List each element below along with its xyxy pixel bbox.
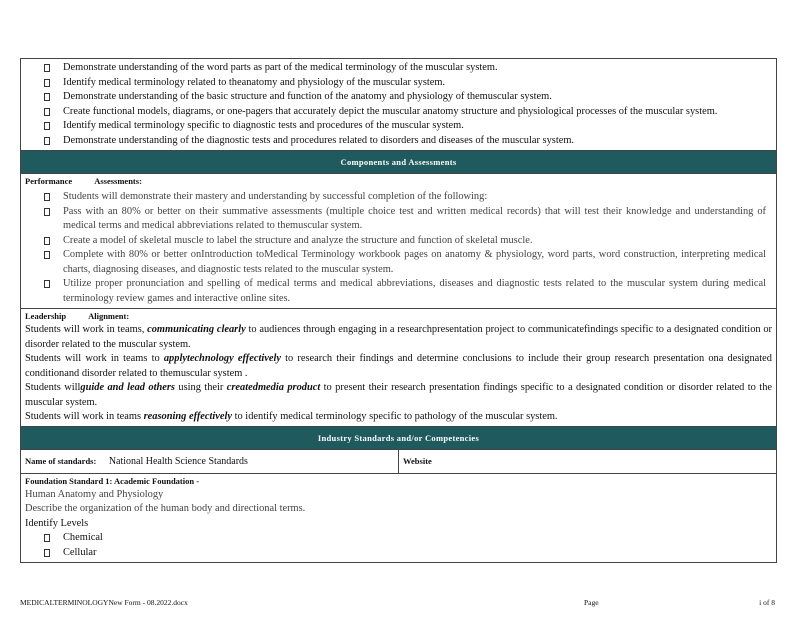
- text: Students will: [25, 382, 81, 393]
- text: Students will work in teams: [25, 411, 144, 422]
- list-item: [21, 248, 766, 277]
- text: to audiences through engaging in a researchpresentation project to communicatefindings specific to a designated condition or disorder related to the muscular system.: [25, 324, 773, 350]
- list-item: [21, 277, 766, 306]
- list-item: [21, 61, 766, 76]
- list-item: [21, 531, 766, 546]
- list-item: [21, 205, 766, 234]
- foundation-subject: Human Anatomy and Physiology: [25, 488, 164, 500]
- text: Students will work in teams to: [25, 353, 164, 364]
- foundation-heading: Foundation Standard 1: Academic Foundation -: [25, 475, 200, 486]
- objective-text: Demonstrate understanding of the basic structure and function of the anatomy and physiology of themuscular system.: [63, 91, 552, 102]
- alignment-label: Alignment:: [88, 311, 130, 321]
- standards-name-value: National Health Science Standards: [108, 455, 248, 467]
- performance-list: [21, 188, 776, 308]
- bullet-icon: [44, 208, 50, 216]
- list-item: [21, 119, 766, 134]
- bullet-icon: [44, 193, 50, 201]
- objectives-section: [21, 59, 776, 151]
- performance-label: Performance: [25, 176, 73, 186]
- document-name: MEDICALTERMINOLOGYNew Form - 08.2022.docx: [20, 598, 188, 607]
- foundation-identify: Identify Levels: [25, 517, 89, 529]
- assessments-label: Assessments:: [94, 176, 142, 186]
- industry-header: Industry Standards and/or Competencies: [21, 427, 776, 450]
- list-item: [21, 190, 766, 205]
- list-item: [21, 546, 766, 561]
- leadership-label: Leadership: [25, 311, 67, 321]
- text: Students will work in teams,: [25, 324, 148, 335]
- text: using their: [174, 382, 227, 393]
- text: to identify medical terminology specific to pathology of the muscular system.: [232, 411, 558, 422]
- page-label: Page: [584, 598, 599, 607]
- emphasis: createdmedia product: [226, 382, 321, 393]
- performance-text: Utilize proper pronunciation and spelling of medical terms and medical abbreviations, diseases and diagnostic tests related to the muscular system during medical terminology review games and interactive online sites.: [63, 278, 766, 304]
- performance-text: Pass with an 80% or better on their summative assessments (multiple choice test and written medical records) that will test their knowledge and understanding of medical terms and medical abbreviations related to themuscular system.: [63, 205, 766, 231]
- page-number: i of 8: [759, 598, 775, 607]
- bullet-icon: [44, 549, 50, 557]
- emphasis: reasoning effectively: [143, 411, 233, 422]
- levels-list: [21, 531, 776, 562]
- bullet-icon: [44, 280, 50, 288]
- objective-text: Demonstrate understanding of the diagnostic tests and procedures related to disorders and diseases of the muscular system.: [63, 134, 575, 146]
- objective-text: Identify medical terminology specific to diagnostic tests and procedures of the muscular system.: [63, 120, 464, 131]
- objectives-list: [21, 59, 776, 150]
- list-item: [21, 234, 766, 249]
- level-text: Cellular: [63, 546, 97, 558]
- leadership-section: [21, 309, 776, 427]
- bullet-icon: [44, 64, 50, 72]
- standards-name-cell: [21, 450, 399, 473]
- performance-heading: [21, 174, 776, 188]
- bullet-icon: [44, 237, 50, 245]
- leadership-paragraph: [21, 381, 776, 410]
- name-label: Name of standards:: [25, 455, 97, 466]
- text: to present their research presentation findings specific to a designated condition or disorder related to the muscular system.: [25, 382, 772, 408]
- performance-section: [21, 174, 776, 309]
- bullet-icon: [44, 93, 50, 101]
- text: to research their findings and determine conclusions to include their group research presentation ona designated conditionand disorder related to themuscular system .: [25, 353, 772, 379]
- curriculum-table: [20, 58, 777, 563]
- bullet-icon: [44, 251, 50, 259]
- foundation-describe: Describe the organization of the human body and directional terms.: [25, 503, 306, 514]
- leadership-heading: [21, 309, 776, 323]
- foundation-section: [21, 474, 776, 564]
- emphasis: applytechnology effectively: [163, 353, 281, 364]
- leadership-paragraph: [21, 352, 776, 381]
- leadership-paragraph: [21, 410, 776, 425]
- website-label: Website: [403, 455, 432, 466]
- standards-row: [21, 450, 776, 474]
- leadership-paragraph: [21, 323, 776, 352]
- bullet-icon: [44, 534, 50, 542]
- document-page: [20, 58, 777, 563]
- components-header: Components and Assessments: [21, 151, 776, 174]
- bullet-icon: [44, 137, 50, 145]
- bullet-icon: [44, 108, 50, 116]
- objective-text: Identify medical terminology related to theanatomy and physiology of the muscular system.: [63, 76, 446, 88]
- list-item: [21, 134, 766, 149]
- level-text: Chemical: [63, 532, 103, 543]
- list-item: [21, 76, 766, 91]
- emphasis: guide and lead others: [80, 382, 175, 393]
- performance-text: Create a model of skeletal muscle to label the structure and analyze the structure and function of skeletal muscle.: [63, 234, 533, 246]
- performance-text: Complete with 80% or better onIntroduction toMedical Terminology workbook pages on anatomy & physiology, word parts, word construction, interpreting medical charts, diagnosing diseases, and diagnostic tests related to the muscular system.: [63, 249, 766, 275]
- emphasis: communicating clearly: [147, 324, 246, 335]
- bullet-icon: [44, 122, 50, 130]
- list-item: [21, 105, 766, 120]
- objective-text: Demonstrate understanding of the word parts as part of the medical terminology of the muscular system.: [63, 62, 498, 73]
- objective-text: Create functional models, diagrams, or one-pagers that accurately depict the muscular anatomy structure and physiological processes of the muscular system.: [63, 105, 718, 117]
- performance-text: Students will demonstrate their mastery and understanding by successful completion of the following:: [63, 191, 488, 202]
- list-item: [21, 90, 766, 105]
- bullet-icon: [44, 79, 50, 87]
